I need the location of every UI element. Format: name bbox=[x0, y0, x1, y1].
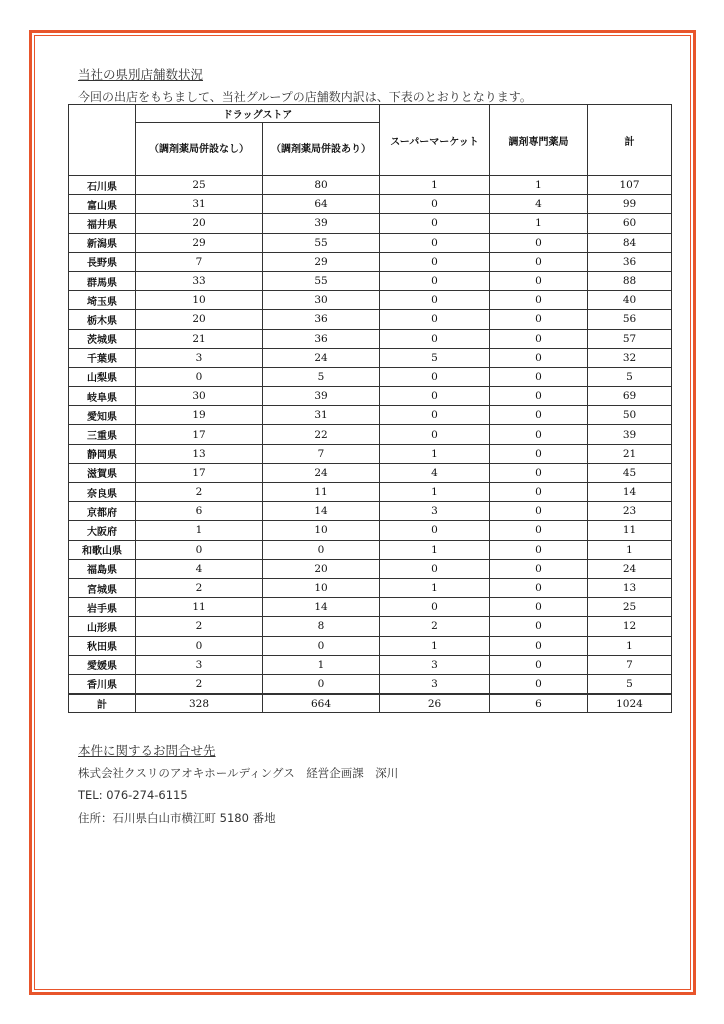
value-cell: 0 bbox=[263, 540, 380, 559]
value-cell: 0 bbox=[380, 598, 490, 617]
header-prefecture bbox=[69, 105, 136, 176]
value-cell: 4 bbox=[490, 195, 588, 214]
value-cell: 1 bbox=[588, 540, 672, 559]
value-cell: 0 bbox=[490, 463, 588, 482]
total-cell: 6 bbox=[490, 694, 588, 713]
value-cell: 107 bbox=[588, 176, 672, 195]
prefecture-cell: 和歌山県 bbox=[69, 540, 136, 559]
total-row bbox=[69, 694, 672, 713]
value-cell: 5 bbox=[588, 674, 672, 694]
value-cell: 1 bbox=[136, 521, 263, 540]
value-cell: 1 bbox=[380, 578, 490, 597]
table-row bbox=[69, 406, 672, 425]
table-row bbox=[69, 636, 672, 655]
value-cell: 0 bbox=[380, 195, 490, 214]
value-cell: 84 bbox=[588, 233, 672, 252]
value-cell: 20 bbox=[136, 214, 263, 233]
value-cell: 30 bbox=[136, 387, 263, 406]
prefecture-cell: 埼玉県 bbox=[69, 291, 136, 310]
value-cell: 1 bbox=[380, 540, 490, 559]
value-cell: 6 bbox=[136, 502, 263, 521]
value-cell: 39 bbox=[263, 214, 380, 233]
table-body bbox=[69, 176, 672, 695]
table-row bbox=[69, 195, 672, 214]
value-cell: 3 bbox=[380, 655, 490, 674]
total-cell: 26 bbox=[380, 694, 490, 713]
header-without-pharmacy: （調剤薬局併設なし） bbox=[136, 123, 263, 176]
prefecture-cell: 石川県 bbox=[69, 176, 136, 195]
table-row bbox=[69, 598, 672, 617]
value-cell: 10 bbox=[263, 521, 380, 540]
value-cell: 7 bbox=[588, 655, 672, 674]
value-cell: 50 bbox=[588, 406, 672, 425]
value-cell: 0 bbox=[380, 214, 490, 233]
prefecture-cell: 群馬県 bbox=[69, 271, 136, 290]
value-cell: 99 bbox=[588, 195, 672, 214]
value-cell: 2 bbox=[136, 483, 263, 502]
value-cell: 19 bbox=[136, 406, 263, 425]
value-cell: 0 bbox=[490, 271, 588, 290]
header-with-pharmacy: （調剤薬局併設あり） bbox=[263, 123, 380, 176]
value-cell: 22 bbox=[263, 425, 380, 444]
prefecture-cell: 三重県 bbox=[69, 425, 136, 444]
prefecture-cell: 静岡県 bbox=[69, 444, 136, 463]
table-row bbox=[69, 348, 672, 367]
value-cell: 3 bbox=[380, 502, 490, 521]
value-cell: 0 bbox=[380, 559, 490, 578]
total-cell: 328 bbox=[136, 694, 263, 713]
value-cell: 5 bbox=[380, 348, 490, 367]
value-cell: 0 bbox=[380, 329, 490, 348]
value-cell: 0 bbox=[380, 252, 490, 271]
table-row bbox=[69, 176, 672, 195]
value-cell: 24 bbox=[588, 559, 672, 578]
table-row bbox=[69, 674, 672, 694]
value-cell: 31 bbox=[136, 195, 263, 214]
value-cell: 45 bbox=[588, 463, 672, 482]
table-row bbox=[69, 502, 672, 521]
contact-company: 株式会社クスリのアオキホールディングス 経営企画課 深川 bbox=[78, 766, 399, 780]
value-cell: 0 bbox=[380, 233, 490, 252]
value-cell: 0 bbox=[490, 483, 588, 502]
value-cell: 0 bbox=[380, 291, 490, 310]
table-row bbox=[69, 291, 672, 310]
total-cell: 664 bbox=[263, 694, 380, 713]
value-cell: 36 bbox=[588, 252, 672, 271]
value-cell: 0 bbox=[490, 367, 588, 386]
prefecture-cell: 山形県 bbox=[69, 617, 136, 636]
value-cell: 0 bbox=[490, 291, 588, 310]
value-cell: 29 bbox=[263, 252, 380, 271]
table-row bbox=[69, 578, 672, 597]
value-cell: 0 bbox=[263, 636, 380, 655]
value-cell: 13 bbox=[588, 578, 672, 597]
prefecture-cell: 秋田県 bbox=[69, 636, 136, 655]
value-cell: 14 bbox=[263, 598, 380, 617]
value-cell: 2 bbox=[380, 617, 490, 636]
prefecture-cell: 千葉県 bbox=[69, 348, 136, 367]
value-cell: 1 bbox=[490, 214, 588, 233]
value-cell: 0 bbox=[490, 348, 588, 367]
value-cell: 25 bbox=[588, 598, 672, 617]
value-cell: 80 bbox=[263, 176, 380, 195]
prefecture-cell: 滋賀県 bbox=[69, 463, 136, 482]
value-cell: 3 bbox=[136, 655, 263, 674]
value-cell: 55 bbox=[263, 233, 380, 252]
prefecture-cell: 宮城県 bbox=[69, 578, 136, 597]
value-cell: 40 bbox=[588, 291, 672, 310]
value-cell: 0 bbox=[380, 425, 490, 444]
value-cell: 2 bbox=[136, 674, 263, 694]
value-cell: 11 bbox=[136, 598, 263, 617]
value-cell: 60 bbox=[588, 214, 672, 233]
prefecture-cell: 福井県 bbox=[69, 214, 136, 233]
value-cell: 0 bbox=[490, 540, 588, 559]
prefecture-cell: 愛媛県 bbox=[69, 655, 136, 674]
value-cell: 0 bbox=[380, 310, 490, 329]
value-cell: 64 bbox=[263, 195, 380, 214]
value-cell: 1 bbox=[588, 636, 672, 655]
value-cell: 0 bbox=[380, 271, 490, 290]
table-row bbox=[69, 271, 672, 290]
prefecture-cell: 茨城県 bbox=[69, 329, 136, 348]
prefecture-cell: 奈良県 bbox=[69, 483, 136, 502]
value-cell: 0 bbox=[490, 655, 588, 674]
prefecture-cell: 香川県 bbox=[69, 674, 136, 694]
value-cell: 13 bbox=[136, 444, 263, 463]
value-cell: 2 bbox=[136, 578, 263, 597]
prefecture-cell: 新潟県 bbox=[69, 233, 136, 252]
value-cell: 0 bbox=[490, 636, 588, 655]
table-row bbox=[69, 559, 672, 578]
value-cell: 0 bbox=[490, 559, 588, 578]
value-cell: 0 bbox=[490, 521, 588, 540]
total-cell: 1024 bbox=[588, 694, 672, 713]
value-cell: 39 bbox=[588, 425, 672, 444]
value-cell: 10 bbox=[136, 291, 263, 310]
value-cell: 2 bbox=[136, 617, 263, 636]
value-cell: 57 bbox=[588, 329, 672, 348]
value-cell: 0 bbox=[490, 578, 588, 597]
header-drugstore-group: ドラッグストア bbox=[136, 105, 380, 123]
value-cell: 0 bbox=[136, 367, 263, 386]
value-cell: 24 bbox=[263, 348, 380, 367]
value-cell: 1 bbox=[380, 636, 490, 655]
value-cell: 29 bbox=[136, 233, 263, 252]
value-cell: 12 bbox=[588, 617, 672, 636]
value-cell: 0 bbox=[380, 367, 490, 386]
prefecture-cell: 富山県 bbox=[69, 195, 136, 214]
value-cell: 0 bbox=[490, 387, 588, 406]
table-row bbox=[69, 463, 672, 482]
value-cell: 21 bbox=[136, 329, 263, 348]
prefecture-cell: 福島県 bbox=[69, 559, 136, 578]
value-cell: 0 bbox=[490, 406, 588, 425]
value-cell: 11 bbox=[263, 483, 380, 502]
value-cell: 0 bbox=[490, 425, 588, 444]
value-cell: 0 bbox=[490, 329, 588, 348]
table-row bbox=[69, 521, 672, 540]
value-cell: 1 bbox=[380, 176, 490, 195]
value-cell: 32 bbox=[588, 348, 672, 367]
value-cell: 3 bbox=[136, 348, 263, 367]
value-cell: 20 bbox=[263, 559, 380, 578]
table-row bbox=[69, 310, 672, 329]
value-cell: 0 bbox=[490, 444, 588, 463]
value-cell: 7 bbox=[263, 444, 380, 463]
value-cell: 24 bbox=[263, 463, 380, 482]
value-cell: 0 bbox=[380, 406, 490, 425]
header-supermarket: スーパーマーケット bbox=[380, 105, 490, 176]
value-cell: 11 bbox=[588, 521, 672, 540]
value-cell: 0 bbox=[380, 521, 490, 540]
value-cell: 39 bbox=[263, 387, 380, 406]
value-cell: 0 bbox=[380, 387, 490, 406]
table-row bbox=[69, 387, 672, 406]
prefecture-cell: 長野県 bbox=[69, 252, 136, 271]
prefecture-cell: 愛知県 bbox=[69, 406, 136, 425]
section-title: 当社の県別店舗数状況 bbox=[78, 67, 204, 82]
value-cell: 33 bbox=[136, 271, 263, 290]
prefecture-cell: 山梨県 bbox=[69, 367, 136, 386]
value-cell: 23 bbox=[588, 502, 672, 521]
prefecture-cell: 京都府 bbox=[69, 502, 136, 521]
value-cell: 3 bbox=[380, 674, 490, 694]
table-row bbox=[69, 483, 672, 502]
contact-address: 住所：石川県白山市横江町 5180 番地 bbox=[78, 811, 276, 825]
table-row bbox=[69, 540, 672, 559]
value-cell: 0 bbox=[490, 252, 588, 271]
value-cell: 0 bbox=[490, 233, 588, 252]
value-cell: 5 bbox=[588, 367, 672, 386]
header-total: 計 bbox=[588, 105, 672, 176]
value-cell: 25 bbox=[136, 176, 263, 195]
value-cell: 14 bbox=[263, 502, 380, 521]
prefecture-cell: 栃木県 bbox=[69, 310, 136, 329]
value-cell: 0 bbox=[136, 540, 263, 559]
value-cell: 0 bbox=[263, 674, 380, 694]
value-cell: 14 bbox=[588, 483, 672, 502]
value-cell: 55 bbox=[263, 271, 380, 290]
value-cell: 1 bbox=[263, 655, 380, 674]
table-row bbox=[69, 617, 672, 636]
value-cell: 21 bbox=[588, 444, 672, 463]
value-cell: 88 bbox=[588, 271, 672, 290]
table-row bbox=[69, 655, 672, 674]
value-cell: 20 bbox=[136, 310, 263, 329]
contact-tel: TEL: 076-274-6115 bbox=[78, 788, 188, 802]
table-row bbox=[69, 444, 672, 463]
value-cell: 36 bbox=[263, 329, 380, 348]
header-dispensing-pharmacy: 調剤専門薬局 bbox=[490, 105, 588, 176]
table-row bbox=[69, 367, 672, 386]
value-cell: 0 bbox=[490, 617, 588, 636]
value-cell: 0 bbox=[490, 674, 588, 694]
table-row bbox=[69, 425, 672, 444]
value-cell: 17 bbox=[136, 463, 263, 482]
value-cell: 36 bbox=[263, 310, 380, 329]
value-cell: 69 bbox=[588, 387, 672, 406]
store-count-table bbox=[68, 104, 672, 713]
table-row bbox=[69, 252, 672, 271]
prefecture-cell: 岐阜県 bbox=[69, 387, 136, 406]
prefecture-cell: 大阪府 bbox=[69, 521, 136, 540]
value-cell: 56 bbox=[588, 310, 672, 329]
value-cell: 0 bbox=[136, 636, 263, 655]
value-cell: 10 bbox=[263, 578, 380, 597]
value-cell: 4 bbox=[136, 559, 263, 578]
value-cell: 0 bbox=[490, 598, 588, 617]
value-cell: 1 bbox=[490, 176, 588, 195]
value-cell: 8 bbox=[263, 617, 380, 636]
prefecture-cell: 岩手県 bbox=[69, 598, 136, 617]
value-cell: 7 bbox=[136, 252, 263, 271]
value-cell: 5 bbox=[263, 367, 380, 386]
value-cell: 1 bbox=[380, 483, 490, 502]
value-cell: 4 bbox=[380, 463, 490, 482]
value-cell: 17 bbox=[136, 425, 263, 444]
contact-title: 本件に関するお問合せ先 bbox=[78, 743, 216, 758]
total-label: 計 bbox=[69, 694, 136, 713]
value-cell: 30 bbox=[263, 291, 380, 310]
table-row bbox=[69, 233, 672, 252]
value-cell: 1 bbox=[380, 444, 490, 463]
value-cell: 0 bbox=[490, 502, 588, 521]
intro-text: 今回の出店をもちまして、当社グループの店舗数内訳は、下表のとおりとなります。 bbox=[78, 90, 532, 104]
table-row bbox=[69, 214, 672, 233]
table-row bbox=[69, 329, 672, 348]
value-cell: 0 bbox=[490, 310, 588, 329]
value-cell: 31 bbox=[263, 406, 380, 425]
